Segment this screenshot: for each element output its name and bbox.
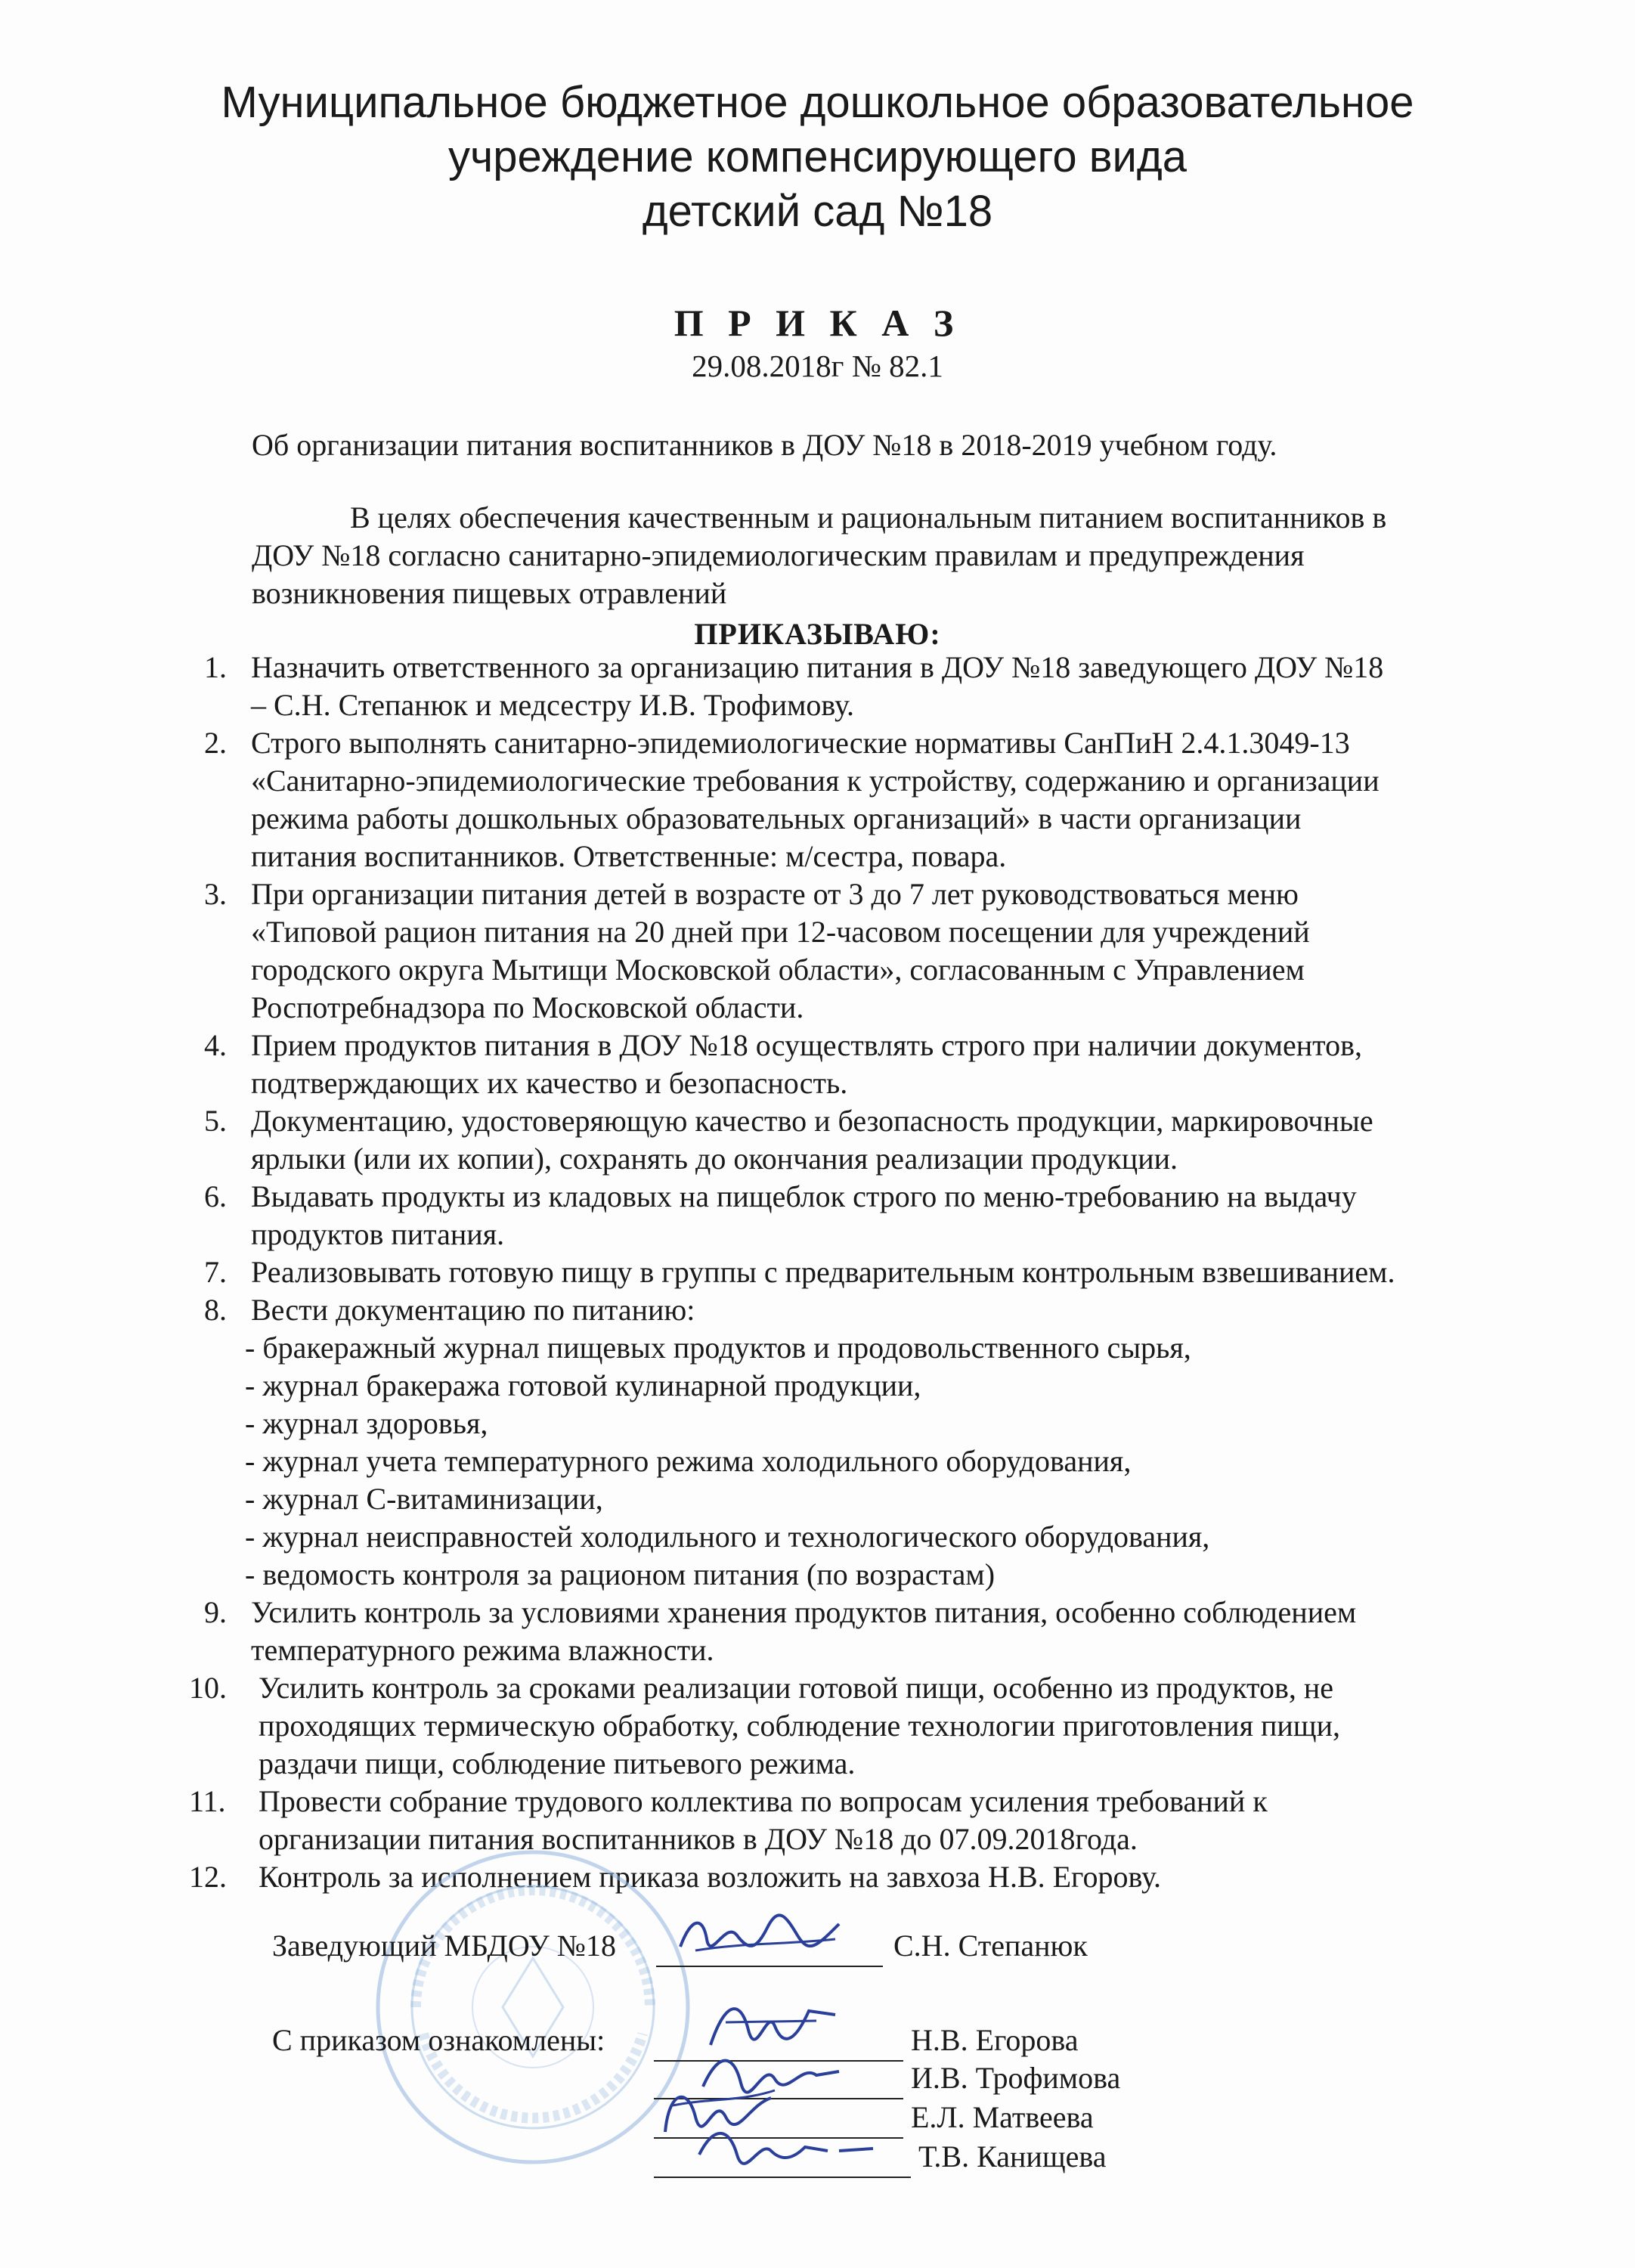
order-item-number: 1. (204, 650, 227, 684)
order-item-line: - бракеражный журнал пищевых продуктов и продовольственного сырья, (245, 1331, 1191, 1365)
order-item-number: 6. (204, 1179, 227, 1213)
head-signature-icon (673, 1905, 847, 1966)
order-item-line: - журнал учета температурного режима холодильного оборудования, (245, 1444, 1132, 1478)
order-item-number: 9. (204, 1595, 227, 1629)
order-item-line: продуктов питания. (251, 1217, 505, 1251)
order-item-line: Реализовывать готовую пищу в группы с предварительным контрольным взвешиванием. (251, 1255, 1395, 1289)
order-item-number: 7. (204, 1255, 227, 1289)
institution-header (0, 76, 1635, 239)
order-item-number: 10. (189, 1671, 227, 1705)
preamble-line-3: возникновения пищевых отравлений (252, 576, 727, 610)
order-item-line: Выдавать продукты из кладовых на пищеблок строго по меню-требованию на выдачу (251, 1179, 1357, 1213)
order-subject: Об организации питания воспитанников в ДОУ №18 в 2018-2019 учебном году. (252, 428, 1277, 462)
order-item (204, 875, 1519, 1027)
header-line-2: учреждение компенсирующего вида (447, 132, 1188, 181)
acquainted-name-4: Т.В. Канищева (918, 2139, 1107, 2174)
order-item (204, 1291, 1519, 1594)
order-item-line: Контроль за исполнением приказа возложить на завхоза Н.В. Егорову. (259, 1860, 1161, 1894)
order-item-line: температурного режима влажности. (251, 1633, 714, 1667)
order-item-number: 12. (189, 1860, 227, 1894)
order-item-line: Назначить ответственного за организацию питания в ДОУ №18 заведующего ДОУ №18 (251, 650, 1384, 684)
order-item-number: 2. (204, 726, 227, 760)
acquainted-name-1: Н.В. Егорова (911, 2023, 1079, 2057)
order-item-line: – С.Н. Степанюк и медсестру И.В. Трофимову. (251, 688, 854, 722)
order-item-line: - журнал бракеража готовой кулинарной продукции, (245, 1368, 921, 1402)
order-item-line: питания воспитанников. Ответственные: м/сестра, повара. (251, 839, 1007, 873)
order-item-line: раздачи пищи, соблюдение питьевого режима. (259, 1746, 856, 1780)
signature-4-icon (688, 2117, 884, 2177)
order-item-line: - журнал неисправностей холодильного и технологического оборудования, (245, 1520, 1210, 1554)
order-item (204, 1253, 1519, 1291)
signature-block (272, 1928, 1406, 2230)
preamble-line-1: В целях обеспечения качественным и рациональным питанием воспитанников в (350, 500, 1387, 534)
order-item-line: - журнал здоровья, (245, 1406, 488, 1440)
order-item-line: Вести документацию по питанию: (251, 1293, 695, 1327)
order-item-line: Усилить контроль за условиями хранения продуктов питания, особенно соблюдением (251, 1595, 1357, 1629)
order-item-line: Усилить контроль за сроками реализации готовой пищи, особенно из продуктов, не (259, 1671, 1334, 1705)
order-item-line: проходящих термическую обработку, соблюдение технологии приготовления пищи, (259, 1709, 1340, 1743)
order-item-line: - журнал С-витаминизации, (245, 1482, 603, 1516)
order-item-line: - ведомость контроля за рационом питания (по возрастам) (245, 1557, 996, 1591)
order-item-line: Роспотребнадзора по Московской области. (251, 990, 804, 1024)
order-item-line: городского округа Мытищи Московской области», согласованным с Управлением (251, 953, 1305, 987)
order-item-number: 4. (204, 1028, 227, 1062)
order-item (204, 1178, 1519, 1253)
order-item-number: 3. (204, 877, 227, 911)
order-item-line: ярлыки (или их копии), сохранять до окончания реализации продукции. (251, 1142, 1178, 1176)
order-item-line: Прием продуктов питания в ДОУ №18 осуществлять строго при наличии документов, (251, 1028, 1362, 1062)
order-item (204, 1594, 1519, 1669)
head-title: Заведующий МБДОУ №18 (272, 1929, 616, 1963)
head-name: С.Н. Степанюк (893, 1929, 1088, 1963)
order-item-line: Провести собрание трудового коллектива по вопросам усиления требований к (259, 1784, 1268, 1818)
order-item-line: При организации питания детей в возрасте от 3 до 7 лет руководствоваться меню (251, 877, 1299, 911)
order-item (204, 1027, 1519, 1102)
header-line-1: Муниципальное бюджетное дошкольное образовательное (221, 78, 1414, 127)
acquainted-label: С приказом ознакомлены: (272, 2023, 605, 2057)
order-item-line: Строго выполнять санитарно-эпидемиологические нормативы СанПиН 2.4.1.3049-13 (251, 726, 1350, 760)
order-item-line: режима работы дошкольных образовательных организаций» в части организации (251, 801, 1302, 835)
order-item (204, 724, 1519, 875)
order-item-line: организации питания воспитанников в ДОУ №18 до 07.09.2018года. (259, 1822, 1138, 1856)
order-date-number: 29.08.2018г № 82.1 (692, 349, 943, 383)
order-item (189, 1669, 1519, 1783)
acquainted-name-2: И.В. Трофимова (911, 2061, 1121, 2095)
acquainted-name-3: Е.Л. Матвеева (911, 2100, 1094, 2134)
order-title: П Р И К А З (674, 302, 961, 344)
order-items-list (189, 649, 1519, 1896)
order-item-number: 11. (189, 1784, 226, 1818)
order-item (204, 1102, 1519, 1178)
order-item-line: «Санитарно-эпидемиологические требования к устройству, содержанию и организации (251, 764, 1380, 798)
order-word: ПРИКАЗЫВАЮ: (694, 617, 941, 651)
header-line-3: детский сад №18 (642, 187, 993, 236)
order-preamble (252, 499, 1386, 612)
preamble-line-2: ДОУ №18 согласно санитарно-эпидемиологическим правилам и предупреждения (252, 538, 1305, 572)
order-item-number: 8. (204, 1293, 227, 1327)
order-item-line: «Типовой рацион питания на 20 дней при 12-часовом посещении для учреждений (251, 915, 1310, 949)
order-item-number: 5. (204, 1104, 227, 1138)
order-item-line: подтверждающих их качество и безопасность. (251, 1066, 848, 1100)
order-item (204, 649, 1519, 724)
order-item-line: Документацию, удостоверяющую качество и безопасность продукции, маркировочные (251, 1104, 1373, 1138)
